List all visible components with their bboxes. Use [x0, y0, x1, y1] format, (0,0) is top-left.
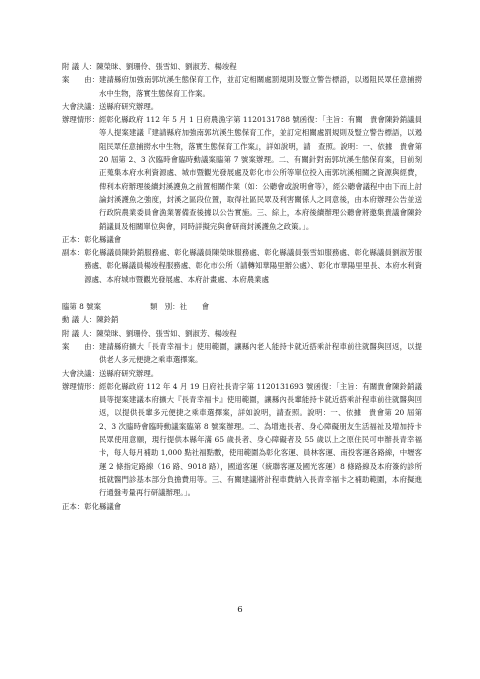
case2-reason: 建請縣府擴大「長青幸福卡」使用範圍，讓縣內老人能持卡就近搭乘計程車前往就醫與回返，以提供老人多元便捷之乘車選擇案。 — [98, 341, 422, 365]
case2-original-label: 正本： — [62, 501, 85, 511]
case1-original: 彰化縣議會 — [84, 234, 122, 244]
case2-heading — [62, 300, 422, 313]
case2-cosigners-label: 附 議 人： — [62, 328, 97, 338]
case1-handling-label: 辦理情形： — [62, 115, 99, 125]
case2-original-row — [62, 500, 422, 513]
case2-handling: 經彰化縣政府 112 年 4 月 19 日府社長青字第 1120131693 號函復：「主旨：有關貴會陳鈴銷議員等提案建議本府擴大『長青幸福卡』使用範圍，讓縣內長輩能持卡就近搭乘計程車前往就醫與回返，以提供長輩多元便捷之乘車選擇案，詳如說明，請查照。說明：一、依據 貴會第 20 屆第 2、3 次臨時會臨時動議案臨第 8 號案辦理。二、為增進長者、身心障礙朋友生活福祉及增加持卡民眾使用意願，現行提供本縣年滿 65 歲長者、身心障礙者及 55 歲以上之原住民可申辦長青幸福卡，每人每月補助 1,000 點社福點數，使用範圍為彰化客運、員林客運、南投客運各路線，中壢客運 2 條指定路線（16 路、9018 路），國道客運（統聯客運及國光客運）8 條路線及本府簽約診所抵就醫門診基本部分負擔費用等。三、有關建議將計程車費納入長青幸福卡之補助範圍，本府擬進行通盤考量再行研議辦理。」。 — [98, 381, 422, 498]
case2-mover: 陳鈴銷 — [96, 315, 119, 325]
case2-resolution-row — [62, 367, 422, 380]
case1-original-row — [62, 233, 422, 246]
case2-mover-row — [62, 313, 422, 326]
case1-cosigners-label: 附 議 人： — [62, 62, 97, 71]
case2-resolution: 送縣府研究辦理。 — [98, 368, 159, 378]
case1-resolution: 送縣府研究辦理。 — [98, 101, 159, 111]
case2-handling-row — [62, 380, 422, 500]
case2-original: 彰化縣議會 — [84, 501, 122, 511]
case1-handling: 經彰化縣政府 112 年 5 月 1 日府農漁字第 1120131788 號函復：「主旨：有關 貴會陳鈴銷議員等人提案建議『建請縣府加強南郭坑溪生態保育工作，並訂定相關處罰規則及豎立警告標語，以遏阻民眾任意捕撈水中生物，落實生態保育工作案』，詳如說明，請 查照。說明：一、依據 貴會第 20 屆第 2、3 次臨時會臨時動議案臨第 7 號案辦理。二、有關針對南郭坑溪生態保育案，目前刻正蒐集本府水利資源處、城市暨觀光發展處及彰化市公所等單位投入南郭坑溪相關之資源與經費，俾利本府辦理後續封溪護魚之前置相關作業（如：公聽會或說明會等），經公聽會議程中由下而上討論封溪護魚之強度，封溪之區段位置，取得社區民眾及利害關係人之同意後，由本府辦理公告並送行政院農業委員會漁業署備查後據以公告實施。三、綜上，本府後續辦理公聽會將邀集貴議會陳鈴銷議員及相關單位與會，同時詳擬完與會研商封溪護魚之政策。」。 — [98, 115, 422, 231]
case1-original-label: 正本： — [62, 234, 85, 244]
case2-cosigners-row — [62, 327, 422, 340]
case1-resolution-row — [62, 100, 422, 113]
case1-reason-label: 案 由： — [62, 75, 99, 85]
case1-cosigners-row — [62, 60, 422, 73]
case2-category: 社 會 — [179, 302, 210, 312]
case1-cosigners: 陳榮昧、劉珊伶、張雪如、劉淑芳、楊竣程 — [96, 62, 237, 71]
case2-reason-label: 案 由： — [62, 341, 99, 351]
page-number: 6 — [237, 605, 243, 615]
case1-reason: 建請縣府加強南郭坑溪生態保育工作，並訂定相關處罰規則及豎立警告標語，以遏阻民眾任意捕撈水中生物，落實生態保育工作案。 — [98, 75, 422, 98]
case2-mover-label: 動 議 人： — [62, 315, 97, 325]
page-content — [62, 60, 422, 513]
case2-handling-label: 辦理情形： — [62, 381, 99, 391]
case1-copy: 彰化縣議員陳鈴銷服務處、彰化縣議員陳榮昧服務處、彰化縣議員張雪如服務處、彰化縣議員劉淑芳服務處、彰化縣議員楊竣程服務處、彰化市公所（請轉知華陽里辦公處）、彰化市華陽里里長、本府水利資源處、本府城市暨觀光發展處、本府計畫處、本府農業處 — [84, 248, 422, 284]
section-spacer — [62, 286, 422, 300]
case2-category-label: 類 別： — [150, 302, 180, 312]
case1-copy-row — [62, 246, 422, 286]
case2-number: 臨第 8 號案 — [62, 302, 101, 312]
case1-reason-row — [62, 73, 422, 100]
case1-copy-label: 副本： — [62, 248, 85, 258]
case1-resolution-label: 大會決議： — [62, 101, 99, 111]
case2-reason-row — [62, 340, 422, 367]
case1-handling-row — [62, 113, 422, 233]
case2-resolution-label: 大會決議： — [62, 368, 99, 378]
case2-cosigners: 陳榮昧、劉珊伶、張雪如、劉淑芳、楊竣程 — [96, 328, 237, 338]
